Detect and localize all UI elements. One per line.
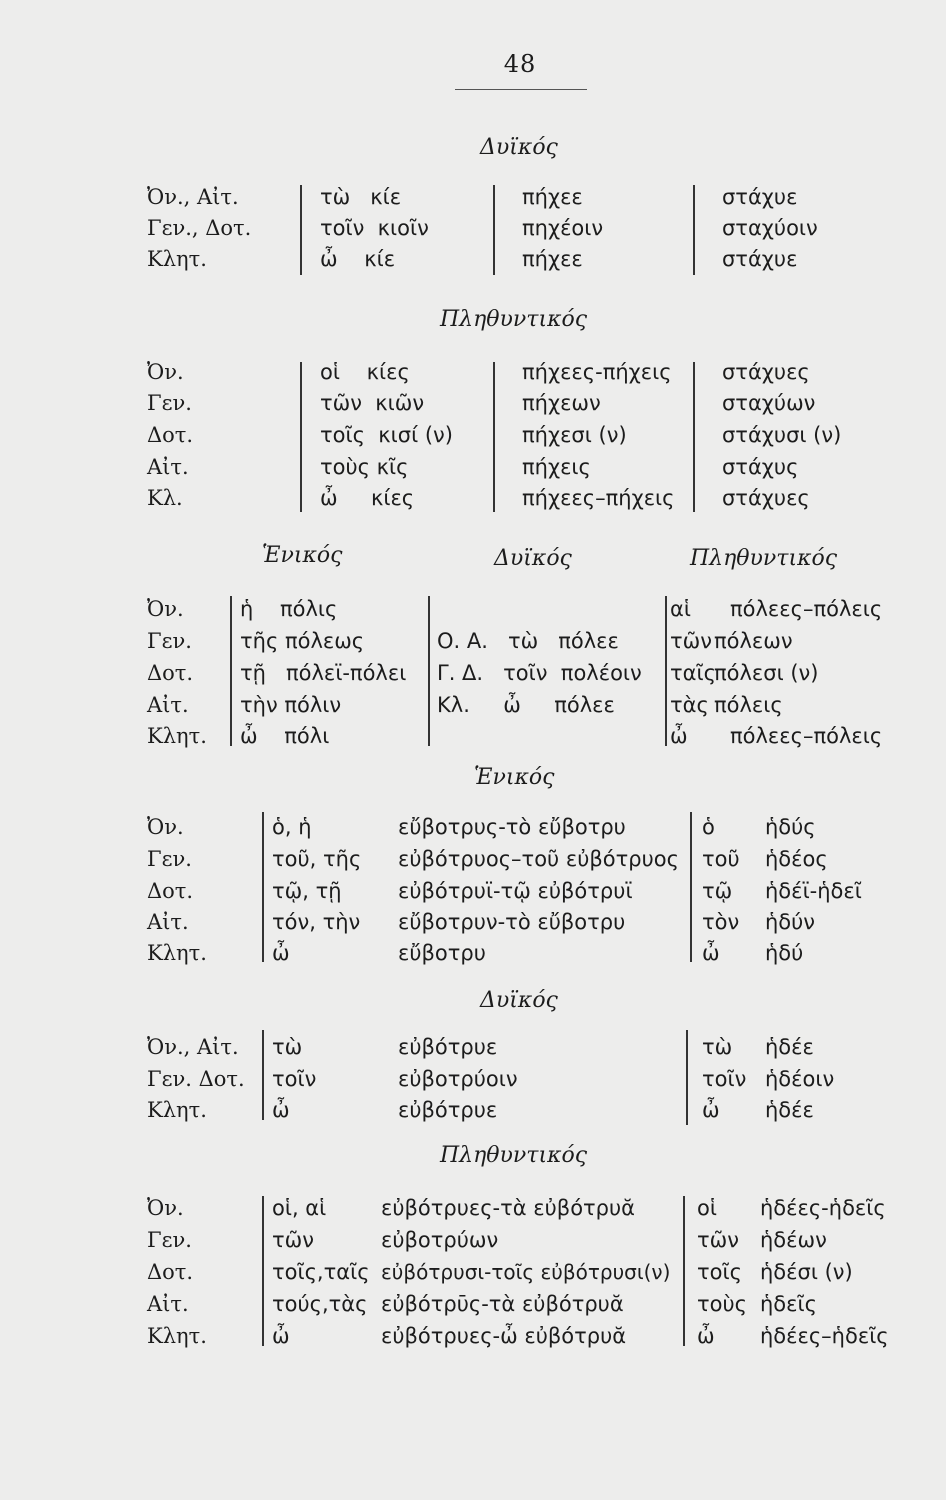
t3-dual-cell: Κλ. ὦ πόλεε — [437, 693, 615, 717]
t6-form: εὐβότρυες-τὰ εὐβότρυᾰ — [381, 1196, 636, 1220]
heading-dual-2: Δυϊκός — [494, 546, 572, 571]
t2-col1-cell: τοὺς κῖς — [320, 455, 409, 479]
t3-singular-cell: ὦ πόλι — [240, 724, 330, 748]
t2-col2-cell: πήχεσι (ν) — [522, 423, 627, 447]
t2-col1-cell: οἱ κίες — [320, 360, 410, 384]
t6-label: Δοτ. — [147, 1260, 194, 1284]
heading-singular-2: Ἑνικός — [474, 765, 555, 790]
t3-label: Ὀν. — [147, 597, 184, 621]
t2-label: Αἰτ. — [147, 455, 189, 479]
t1-col3-cell: στάχυε — [722, 185, 798, 209]
divider — [683, 1196, 685, 1346]
t3-plural-article: τὰς — [670, 693, 709, 717]
t6-article: οἱ, αἱ — [272, 1196, 327, 1220]
t3-plural-article: τῶν — [670, 629, 712, 653]
t6-form: εὐβότρυες-ὦ εὐβότρυᾰ — [381, 1324, 627, 1348]
t5-article: ὦ — [272, 1098, 290, 1122]
t5-form-2: ἡδέε — [765, 1035, 814, 1059]
t6-label: Γεν. — [147, 1228, 192, 1252]
t1-label: Κλητ. — [147, 247, 207, 271]
t1-col2-cell: πήχεε — [522, 247, 583, 271]
t5-form-2: ἡδέοιν — [765, 1067, 835, 1091]
t3-plural-cell: πόλεων — [714, 629, 793, 653]
divider — [262, 812, 264, 962]
t3-plural-cell: πόλεις — [714, 693, 783, 717]
t2-col1-cell: τοῖς κισί (ν) — [320, 423, 453, 447]
t5-label: Κλητ. — [147, 1098, 207, 1122]
t6-article: τοῖς,ταῖς — [272, 1260, 370, 1284]
t3-singular-cell: τὴν πόλιν — [240, 693, 342, 717]
t4-form: εὔβοτρυς-τὸ εὔβοτρυ — [398, 815, 626, 839]
t1-label: Γεν., Δοτ. — [147, 216, 252, 240]
t6-form: εὐβότρυσι-τοῖς εὐβότρυσι(ν) — [381, 1260, 671, 1284]
t2-col3-cell: στάχυες — [722, 360, 810, 384]
t6-label: Αἰτ. — [147, 1292, 189, 1316]
t4-label: Γεν. — [147, 847, 192, 871]
t4-form-2: ἡδύ — [765, 941, 804, 965]
t5-form: εὐβότρυε — [398, 1035, 498, 1059]
heading-plural-1: Πληθυντικός — [440, 307, 588, 332]
t5-article-2: τοῖν — [702, 1067, 747, 1091]
t3-singular-cell: τῆς πόλεως — [240, 629, 365, 653]
divider — [493, 185, 495, 275]
t3-dual-cell: Γ. Δ. τοῖν πολέοιν — [437, 661, 642, 685]
page-number: 48 — [503, 50, 537, 78]
heading-dual-3: Δυϊκός — [480, 988, 558, 1013]
t6-form-2: ἡδεῖς — [760, 1292, 817, 1316]
t4-form-2: ἡδύς — [765, 815, 816, 839]
t5-form-2: ἡδέε — [765, 1098, 814, 1122]
t1-col1-cell: ὦ κίε — [320, 247, 396, 271]
t5-label: Ὀν., Αἰτ. — [147, 1035, 239, 1059]
t2-col2-cell: πήχεις — [522, 455, 591, 479]
t5-article: τοῖν — [272, 1067, 317, 1091]
t4-label: Αἰτ. — [147, 910, 189, 934]
divider — [262, 1196, 264, 1346]
divider — [230, 596, 232, 746]
t5-label: Γεν. Δοτ. — [147, 1067, 245, 1091]
t6-article-2: τοῖς — [697, 1260, 742, 1284]
t6-article-2: τῶν — [697, 1228, 739, 1252]
t6-label: Κλητ. — [147, 1324, 207, 1348]
t4-article: ὦ — [272, 941, 290, 965]
t4-article-2: ὦ — [702, 941, 720, 965]
t6-article-2: ὦ — [697, 1324, 715, 1348]
t3-dual-cell: Ο. Α. τὼ πόλεε — [437, 629, 619, 653]
divider — [690, 812, 692, 962]
t5-form: εὐβοτρύοιν — [398, 1067, 518, 1091]
divider — [300, 362, 302, 512]
t1-col1-cell: τὼ κίε — [320, 185, 402, 209]
t3-label: Αἰτ. — [147, 693, 189, 717]
t2-col2-cell: πήχεες–πήχεις — [522, 486, 675, 510]
t4-article-2: τῷ — [702, 879, 733, 903]
divider — [493, 362, 495, 512]
t6-article: τῶν — [272, 1228, 314, 1252]
divider — [693, 185, 695, 275]
t4-form: εὐβότρυϊ-τῷ εὐβότρυϊ — [398, 879, 633, 903]
t2-col2-cell: πήχεες-πήχεις — [522, 360, 672, 384]
t5-article-2: τὼ — [702, 1035, 733, 1059]
t6-form: εὐβοτρύων — [381, 1228, 499, 1252]
t6-form-2: ἡδέων — [760, 1228, 827, 1252]
t4-article: τοῦ, τῆς — [272, 847, 362, 871]
t2-col3-cell: στάχυες — [722, 486, 810, 510]
t4-article: ὁ, ἡ — [272, 815, 312, 839]
t3-plural-article: ταῖς — [670, 661, 716, 685]
t2-col1-cell: τῶν κιῶν — [320, 391, 425, 415]
t4-article: τόν, τὴν — [272, 910, 361, 934]
t6-form-2: ἡδέες-ἡδεῖς — [760, 1196, 886, 1220]
t4-form-2: ἡδέϊ-ἡδεῖ — [765, 879, 862, 903]
t3-label: Γεν. — [147, 629, 192, 653]
t4-form: εὐβότρυος–τοῦ εὐβότρυος — [398, 847, 679, 871]
heading-dual-1: Δυϊκός — [480, 135, 558, 160]
t3-plural-cell: πόλεες–πόλεις — [730, 724, 883, 748]
divider — [262, 1030, 264, 1120]
t2-col2-cell: πήχεων — [522, 391, 601, 415]
t4-label: Ὀν. — [147, 815, 184, 839]
t2-label: Γεν. — [147, 391, 192, 415]
divider — [665, 596, 667, 746]
t3-singular-cell: τῇ πόλεϊ-πόλει — [240, 661, 407, 685]
heading-plural-3: Πληθυντικός — [440, 1143, 588, 1168]
t6-article-2: τοὺς — [697, 1292, 747, 1316]
t2-col3-cell: στάχυς — [722, 455, 799, 479]
t4-article-2: τὸν — [702, 910, 740, 934]
t6-form: εὐβότρῡς-τὰ εὐβότρυᾰ — [381, 1292, 624, 1316]
t3-label: Δοτ. — [147, 661, 194, 685]
t3-plural-cell: πόλεσι (ν) — [714, 661, 819, 685]
t3-singular-cell: ἡ πόλις — [240, 597, 338, 621]
t4-form-2: ἡδύν — [765, 910, 816, 934]
t2-label: Δοτ. — [147, 423, 194, 447]
t4-article-2: τοῦ — [702, 847, 740, 871]
t5-article: τὼ — [272, 1035, 303, 1059]
t4-label: Δοτ. — [147, 879, 194, 903]
t6-label: Ὀν. — [147, 1196, 184, 1220]
t2-col1-cell: ὦ κίες — [320, 486, 415, 510]
t1-col2-cell: πηχέοιν — [522, 216, 604, 240]
t6-form-2: ἡδέες–ἡδεῖς — [760, 1324, 889, 1348]
t4-label: Κλητ. — [147, 941, 207, 965]
t2-col3-cell: στάχυσι (ν) — [722, 423, 842, 447]
t1-col2-cell: πήχεε — [522, 185, 583, 209]
t2-col3-cell: σταχύων — [722, 391, 816, 415]
divider — [693, 362, 695, 512]
t4-form: εὔβοτρυ — [398, 941, 486, 965]
t2-label: Ὀν. — [147, 360, 184, 384]
t6-article-2: οἱ — [697, 1196, 717, 1220]
t3-plural-article: ὦ — [670, 724, 688, 748]
t3-plural-cell: πόλεες–πόλεις — [730, 597, 883, 621]
t6-article: ὦ — [272, 1324, 290, 1348]
divider — [300, 185, 302, 275]
t1-col3-cell: στάχυε — [722, 247, 798, 271]
t4-form: εὔβοτρυν-τὸ εὔβοτρυ — [398, 910, 626, 934]
t1-col3-cell: σταχύοιν — [722, 216, 818, 240]
t3-label: Κλητ. — [147, 724, 207, 748]
t5-form: εὐβότρυε — [398, 1098, 498, 1122]
heading-plural-2: Πληθυντικός — [690, 546, 838, 571]
heading-singular-1: Ἑνικός — [262, 543, 343, 568]
t1-col1-cell: τοῖν κιοῖν — [320, 216, 429, 240]
t3-plural-article: αἱ — [670, 597, 691, 621]
t5-article-2: ὦ — [702, 1098, 720, 1122]
divider — [428, 596, 430, 746]
t4-article: τῷ, τῇ — [272, 879, 342, 903]
t6-form-2: ἡδέσι (ν) — [760, 1260, 853, 1284]
t4-form-2: ἡδέος — [765, 847, 828, 871]
t4-article-2: ὁ — [702, 815, 715, 839]
divider — [686, 1030, 688, 1125]
t6-article: τούς,τὰς — [272, 1292, 368, 1316]
page-number-rule — [455, 89, 587, 90]
t1-label: Ὀν., Αἰτ. — [147, 185, 239, 209]
t2-label: Κλ. — [147, 486, 183, 510]
